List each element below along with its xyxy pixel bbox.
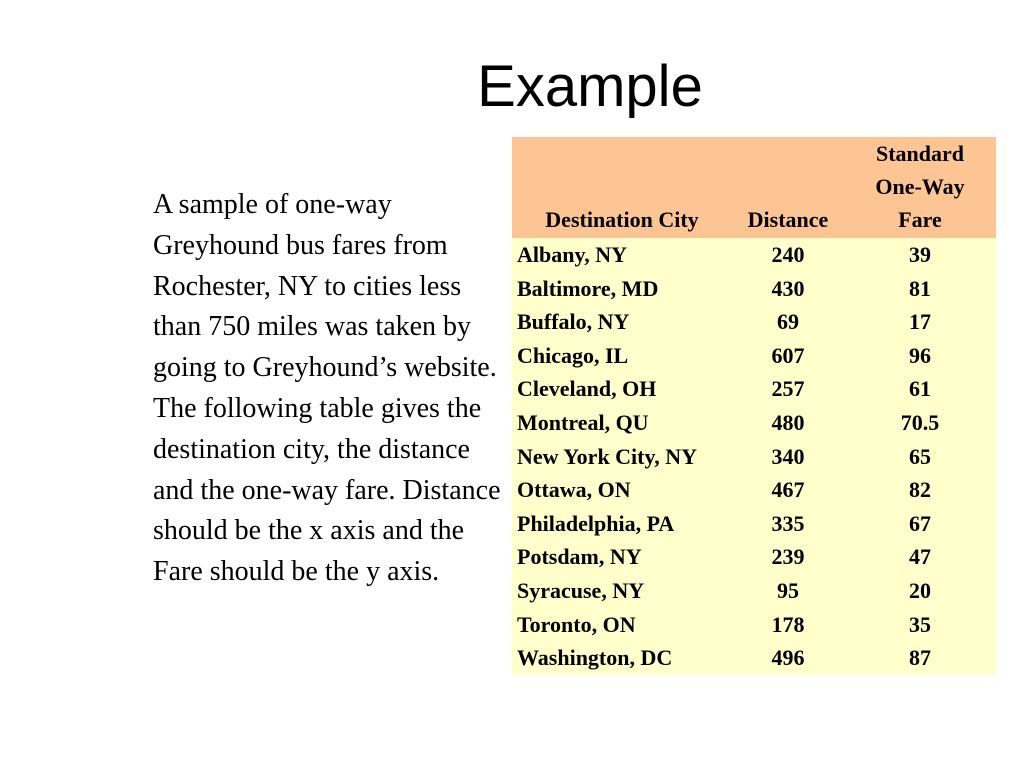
cell-fare: 20 (909, 577, 931, 603)
cell-distance: 467 (771, 477, 805, 503)
header-fare-line1: Standard (875, 141, 965, 166)
cell-distance: 239 (771, 544, 805, 570)
cell-distance: 240 (771, 242, 805, 267)
table-row (512, 540, 996, 574)
header-destination-city: Destination City (545, 207, 699, 232)
table-row (512, 608, 996, 642)
cell-fare: 67 (909, 510, 931, 536)
cell-fare: 70.5 (900, 409, 940, 435)
cell-destination-city: Toronto, ON (517, 611, 636, 637)
cell-fare: 87 (909, 645, 931, 671)
table-header-row (512, 137, 996, 238)
cell-distance: 95 (777, 577, 799, 603)
cell-distance: 496 (771, 645, 805, 671)
table-row (512, 339, 996, 373)
cell-destination-city: Buffalo, NY (517, 309, 630, 335)
cell-distance: 430 (771, 275, 805, 301)
cell-fare: 65 (909, 443, 931, 469)
table-row (512, 372, 996, 406)
table-row (512, 272, 996, 306)
table-row (512, 440, 996, 474)
table-row (512, 305, 996, 339)
cell-destination-city: Potsdam, NY (517, 544, 642, 570)
header-fare (844, 137, 996, 238)
table-row (512, 641, 996, 675)
cell-fare: 82 (909, 477, 931, 503)
table-body (512, 238, 996, 675)
cell-destination-city: Albany, NY (517, 242, 628, 267)
table-row (512, 238, 996, 272)
cell-destination-city: New York City, NY (517, 443, 698, 469)
cell-distance: 340 (771, 443, 805, 469)
cell-destination-city: Chicago, IL (517, 342, 629, 368)
cell-fare: 35 (909, 611, 931, 637)
cell-fare: 39 (909, 242, 931, 267)
cell-distance: 480 (771, 409, 805, 435)
table-row (512, 473, 996, 507)
cell-fare: 47 (909, 544, 931, 570)
cell-distance: 257 (771, 376, 805, 402)
cell-destination-city: Cleveland, OH (517, 376, 657, 402)
cell-destination-city: Ottawa, ON (517, 477, 631, 503)
cell-destination-city: Philadelphia, PA (517, 510, 675, 536)
header-distance: Distance (747, 207, 829, 232)
table-row (512, 574, 996, 608)
header-fare-line3: Fare (898, 207, 942, 232)
cell-destination-city: Baltimore, MD (517, 275, 659, 301)
cell-fare: 61 (909, 376, 931, 402)
cell-distance: 69 (777, 309, 799, 335)
cell-destination-city: Montreal, QU (517, 409, 649, 435)
table-row (512, 406, 996, 440)
cell-distance: 607 (771, 342, 805, 368)
header-fare-line2: One-Way (875, 174, 965, 199)
table-row (512, 507, 996, 541)
cell-distance: 178 (771, 611, 805, 637)
slide-title: Example (477, 54, 703, 119)
cell-destination-city: Syracuse, NY (517, 577, 645, 603)
fare-table-container (512, 137, 996, 675)
cell-fare: 17 (909, 309, 931, 335)
cell-fare: 81 (909, 275, 931, 301)
description-paragraph: A sample of one-way Greyhound bus fares from Rochester, NY to cities less than 750 miles was taken by going to Greyhound’s website. The following table gives the destination city, the distance and the one-way fare. Distance should be the x axis and the Fare should be the y axis. (153, 189, 501, 588)
cell-distance: 335 (771, 510, 805, 536)
cell-fare: 96 (909, 342, 931, 368)
fare-table (512, 137, 996, 675)
cell-destination-city: Washington, DC (517, 645, 673, 671)
